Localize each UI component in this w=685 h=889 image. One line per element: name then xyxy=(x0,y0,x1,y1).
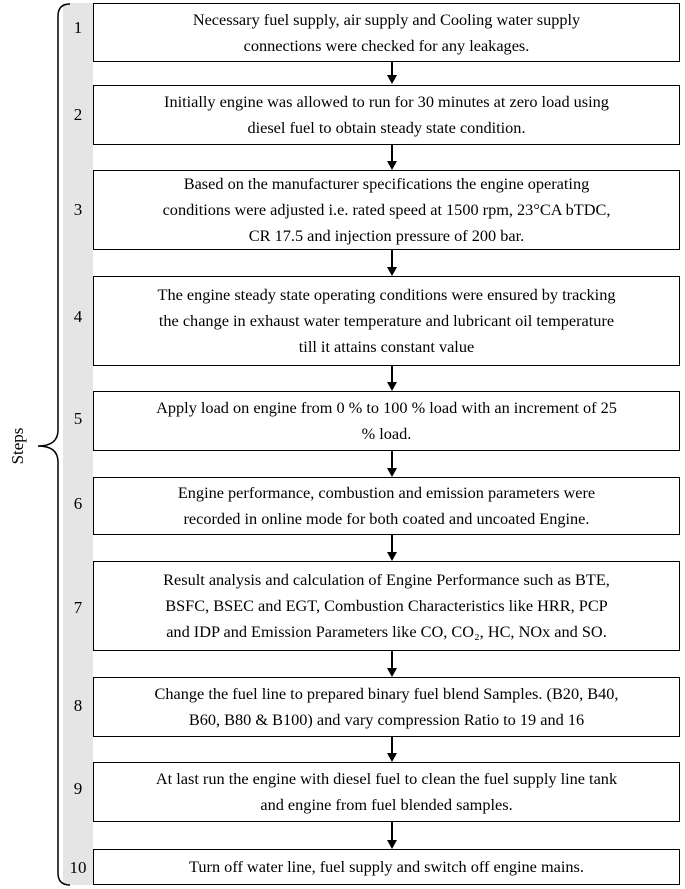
step-number-8: 8 xyxy=(73,696,83,715)
step-box-10 xyxy=(93,849,680,885)
step-7-line-3: and IDP and Emission Parameters like CO, CO₂, HC, NOx and SO. xyxy=(166,622,607,641)
step-box-9 xyxy=(93,762,680,822)
step-3-line-1: Based on the manufacturer specifications the engine operating xyxy=(183,174,590,193)
step-number-4: 4 xyxy=(73,307,83,326)
step-1-line-1: Necessary fuel supply, air supply and Cooling water supply xyxy=(192,9,581,29)
step-number-3: 3 xyxy=(73,200,83,219)
arrow-4-5 xyxy=(388,366,396,391)
step-8-line-2: B60, B80 & B100) and vary compression Ratio to 19 and 16 xyxy=(188,710,585,729)
arrow-2-3 xyxy=(388,145,396,170)
step-number-6: 6 xyxy=(73,494,83,513)
step-9-line-1: At last run the engine with diesel fuel to clean the fuel supply line tank xyxy=(155,769,618,788)
step-number-9: 9 xyxy=(73,779,83,798)
step-4-line-3: till it attains constant value xyxy=(298,337,475,356)
step-box-4 xyxy=(93,276,680,366)
step-7-line-1: Result analysis and calculation of Engine Performance such as BTE, xyxy=(163,570,610,589)
step-number-2: 2 xyxy=(73,105,83,124)
arrow-5-6 xyxy=(388,451,396,477)
step-6-line-1: Engine performance, combustion and emission parameters were xyxy=(177,483,596,502)
step-box-7 xyxy=(93,561,680,651)
step-6-line-2: recorded in online mode for both coated and uncoated Engine. xyxy=(183,509,590,528)
step-2-line-1: Initially engine was allowed to run for 30 minutes at zero load using xyxy=(164,92,609,111)
arrow-1-2 xyxy=(388,62,396,84)
arrow-9-10 xyxy=(388,822,396,849)
step-box-2 xyxy=(93,85,680,145)
step-number-1: 1 xyxy=(73,18,83,37)
step-number-10: 10 xyxy=(69,858,87,877)
step-7-line-2: BSFC, BSEC and EGT, Combustion Characteristics like HRR, PCP xyxy=(165,596,608,615)
step-1-line-2: connections were checked for any leakages. xyxy=(243,35,530,55)
step-5-line-2: % load. xyxy=(361,424,412,443)
step-box-6 xyxy=(93,477,680,535)
step-box-3 xyxy=(93,170,680,250)
arrow-6-7 xyxy=(388,535,396,561)
step-number-5: 5 xyxy=(73,409,83,428)
step-3-line-3: CR 17.5 and injection pressure of 200 bar. xyxy=(248,226,525,245)
step-8-line-1: Change the fuel line to prepared binary fuel blend Samples. (B20, B40, xyxy=(154,684,619,703)
step-number-7: 7 xyxy=(73,598,83,617)
arrow-8-9 xyxy=(388,737,396,762)
steps-label: Steps xyxy=(8,427,27,465)
step-box-8 xyxy=(93,677,680,737)
step-4-line-2: the change in exhaust water temperature and lubricant oil temperature xyxy=(158,311,615,330)
step-5-line-1: Apply load on engine from 0 % to 100 % load with an increment of 25 xyxy=(156,398,617,417)
arrow-7-8 xyxy=(388,651,396,677)
step-9-line-2: and engine from fuel blended samples. xyxy=(260,795,513,814)
step-4-line-1: The engine steady state operating conditions were ensured by tracking xyxy=(157,285,616,304)
step-2-line-2: diesel fuel to obtain steady state condition. xyxy=(247,118,526,137)
step-box-5 xyxy=(93,391,680,451)
step-box-1 xyxy=(93,3,680,62)
arrow-3-4 xyxy=(388,250,396,276)
step-10-line-1: Turn off water line, fuel supply and switch off engine mains. xyxy=(189,857,584,876)
step-3-line-2: conditions were adjusted i.e. rated speed at 1500 rpm, 23°CA bTDC, xyxy=(162,200,611,219)
